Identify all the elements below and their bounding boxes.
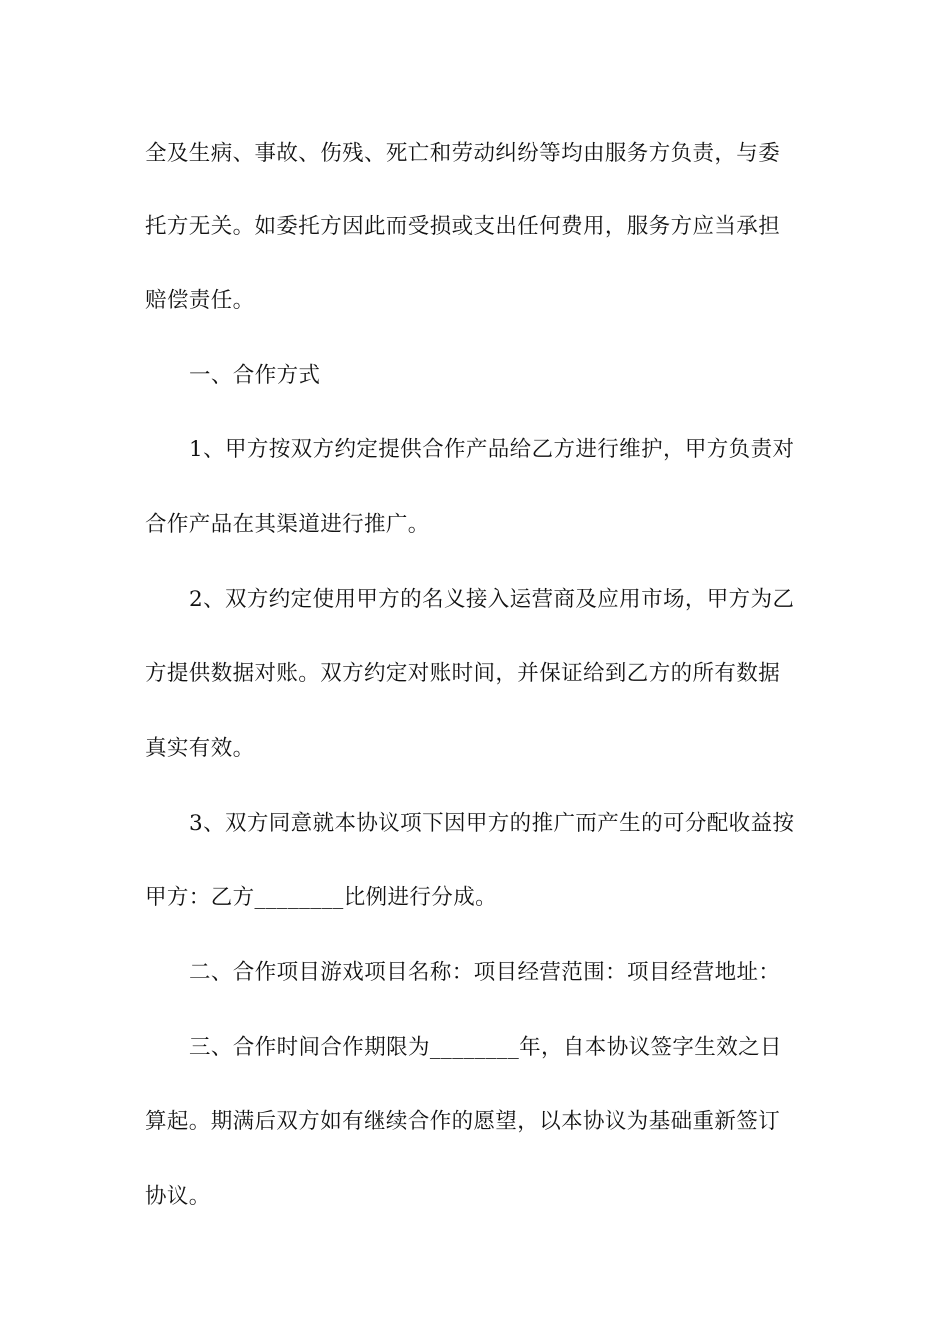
section-heading: 二、合作项目游戏项目名称：项目经营范围：项目经营地址： (189, 960, 781, 985)
text-line: 赔偿责任。 (145, 288, 255, 313)
section-heading: 一、合作方式 (189, 363, 321, 388)
text-line: 2、双方约定使用甲方的名义接入运营商及应用市场，甲方为乙 (189, 587, 795, 612)
text-line: 3、双方同意就本协议项下因甲方的推广而产生的可分配收益按 (189, 811, 795, 836)
text-line: 1、甲方按双方约定提供合作产品给乙方进行维护，甲方负责对 (189, 437, 795, 462)
text-line: 协议。 (145, 1184, 211, 1209)
section-heading: 三、合作时间合作期限为________年，自本协议签字生效之日 (189, 1035, 782, 1060)
text-line: 算起。期满后双方如有继续合作的愿望，以本协议为基础重新签订 (145, 1109, 781, 1134)
text-line: 真实有效。 (145, 736, 255, 761)
text-line: 方提供数据对账。双方约定对账时间，并保证给到乙方的所有数据 (145, 661, 781, 686)
text-line: 全及生病、事故、伤残、死亡和劳动纠纷等均由服务方负责，与委 (145, 141, 781, 166)
text-line: 托方无关。如委托方因此而受损或支出任何费用，服务方应当承担 (145, 214, 781, 239)
text-line: 合作产品在其渠道进行推广。 (145, 512, 430, 537)
text-line: 甲方：乙方________比例进行分成。 (145, 885, 498, 910)
